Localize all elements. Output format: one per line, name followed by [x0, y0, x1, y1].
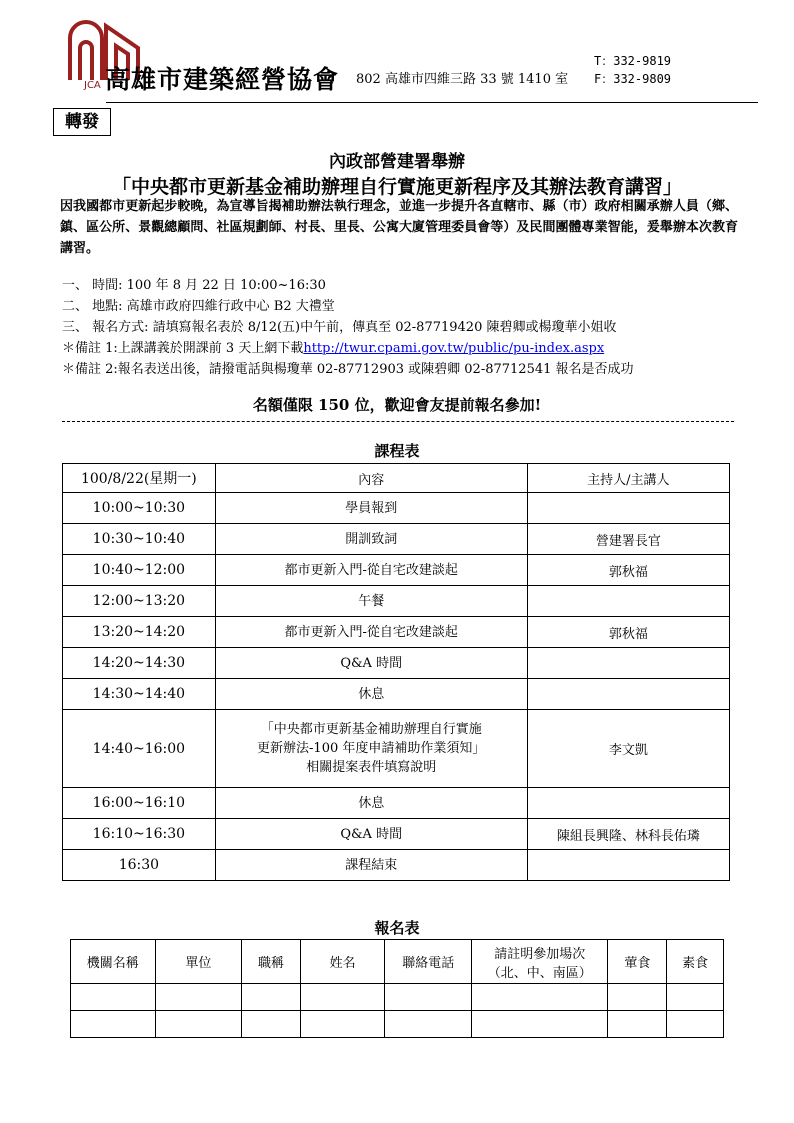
schedule-row [63, 788, 730, 819]
registration-form-table [70, 939, 724, 1038]
blank-cell[interactable] [300, 984, 385, 1011]
organization-address: 802 高雄市四維三路 33 號 1410 室 [356, 72, 569, 87]
blank-cell[interactable] [472, 1011, 608, 1038]
schedule-speaker: 郭秋福 [527, 617, 729, 648]
registration-blank-row [71, 984, 724, 1011]
col-title: 職稱 [242, 940, 301, 984]
header-speaker: 主持人/主講人 [527, 464, 729, 493]
handout-download-link[interactable]: http://twur.cpami.gov.tw/public/pu-index.aspx [303, 341, 605, 356]
schedule-content: Q&A 時間 [215, 648, 527, 679]
schedule-content: 課程結束 [215, 850, 527, 881]
schedule-row [63, 555, 730, 586]
schedule-content [215, 710, 527, 788]
intro-paragraph: 因我國都市更新起步較晚，為宣導旨揭補助辦法執行理念，並進一步提升各直轄市、縣（市）政府相關承辦人員（鄉、鎮、區公所、景觀總顧問、社區規劃師、村長、里長、公寓大廈管理委員會等）及民間團體專業智能，爰舉辦本次教育講習。 [60, 199, 738, 256]
schedule-row [63, 679, 730, 710]
blank-cell[interactable] [242, 984, 301, 1011]
schedule-time: 14:40~16:00 [63, 710, 216, 788]
schedule-content: 都市更新入門-從自宅改建談起 [215, 555, 527, 586]
schedule-speaker: 郭秋福 [527, 555, 729, 586]
blank-cell[interactable] [71, 984, 156, 1011]
schedule-speaker [527, 648, 729, 679]
schedule-time: 16:00~16:10 [63, 788, 216, 819]
blank-cell[interactable] [155, 1011, 242, 1038]
session-hint: （北、中、南區） [487, 965, 592, 981]
blank-cell[interactable] [472, 984, 608, 1011]
header-date: 100/8/22(星期一) [63, 464, 216, 493]
schedule-header-row [63, 464, 730, 493]
organizer-line: 內政部營建署舉辦 [329, 152, 465, 172]
schedule-time: 13:20~14:20 [63, 617, 216, 648]
schedule-content: 都市更新入門-從自宅改建談起 [215, 617, 527, 648]
schedule-row [63, 648, 730, 679]
note-2: ＊備註 2:報名表送出後，請撥電話與楊瓊華 02-87712903 或陳碧卿 02-87712541 報名是否成功 [62, 362, 634, 377]
schedule-row [63, 850, 730, 881]
schedule-row [63, 493, 730, 524]
schedule-row [63, 819, 730, 850]
schedule-time: 16:10~16:30 [63, 819, 216, 850]
schedule-time: 10:30~10:40 [63, 524, 216, 555]
blank-cell[interactable] [385, 1011, 472, 1038]
schedule-table-body [63, 464, 730, 881]
schedule-row [63, 617, 730, 648]
blank-cell[interactable] [608, 1011, 667, 1038]
blank-cell[interactable] [155, 984, 242, 1011]
col-agency: 機關名稱 [71, 940, 156, 984]
schedule-row [63, 710, 730, 788]
schedule-time: 14:30~14:40 [63, 679, 216, 710]
schedule-speaker: 李文凱 [527, 710, 729, 788]
header-divider [106, 102, 758, 103]
header-content: 內容 [215, 464, 527, 493]
registration-method: 三、 報名方式: 請填寫報名表於 8/12(五)中午前，傳真至 02-87719420 陳碧卿或楊瓊華小姐收 [62, 320, 617, 335]
schedule-content-line: 「中央都市更新基金補助辦理自行實施 [260, 722, 482, 737]
col-session [472, 940, 608, 984]
schedule-time: 10:00~10:30 [63, 493, 216, 524]
schedule-speaker: 陳組長興隆、林科長佑璘 [527, 819, 729, 850]
schedule-row [63, 524, 730, 555]
organization-name: 高雄市建築經營協會 [105, 65, 340, 94]
schedule-content-line: 相關提案表件填寫說明 [306, 760, 437, 775]
schedule-content: 休息 [215, 679, 527, 710]
organization-fax: F：332-9809 [594, 72, 672, 86]
schedule-table [62, 463, 730, 881]
document-title: 「中央都市更新基金補助辦理自行實施更新程序及其辦法教育講習」 [111, 176, 682, 198]
registration-form-title: 報名表 [374, 919, 420, 937]
schedule-speaker [527, 788, 729, 819]
blank-cell[interactable] [667, 984, 724, 1011]
session-label: 請註明參加場次 [494, 946, 586, 962]
col-unit: 單位 [155, 940, 242, 984]
schedule-time: 12:00~13:20 [63, 586, 216, 617]
col-vegetarian: 素食 [667, 940, 724, 984]
quota-notice: 名額僅限 150 位，歡迎會友提前報名參加! [252, 396, 542, 414]
schedule-speaker [527, 850, 729, 881]
schedule-content: 休息 [215, 788, 527, 819]
schedule-content: 開訓致詞 [215, 524, 527, 555]
dashed-divider [62, 421, 734, 422]
schedule-time: 10:40~12:00 [63, 555, 216, 586]
schedule-time: 16:30 [63, 850, 216, 881]
schedule-content: 午餐 [215, 586, 527, 617]
organization-telephone: T：332-9819 [594, 54, 672, 68]
schedule-speaker [527, 493, 729, 524]
event-location: 二、 地點: 高雄市政府四維行政中心 B2 大禮堂 [62, 299, 335, 314]
col-name: 姓名 [300, 940, 385, 984]
note-1-text: ＊備註 1:上課講義於開課前 3 天上網下載 [62, 341, 304, 356]
schedule-time: 14:20~14:30 [63, 648, 216, 679]
blank-cell[interactable] [385, 984, 472, 1011]
blank-cell[interactable] [71, 1011, 156, 1038]
schedule-row [63, 586, 730, 617]
col-phone: 聯絡電話 [385, 940, 472, 984]
schedule-title: 課程表 [374, 442, 420, 460]
blank-cell[interactable] [608, 984, 667, 1011]
schedule-content: Q&A 時間 [215, 819, 527, 850]
blank-cell[interactable] [667, 1011, 724, 1038]
col-meat: 葷食 [608, 940, 667, 984]
schedule-content: 學員報到 [215, 493, 527, 524]
registration-header-row [71, 940, 724, 984]
schedule-content-line: 更新辦法-100 年度申請補助作業須知」 [257, 741, 486, 756]
blank-cell[interactable] [300, 1011, 385, 1038]
note-1 [62, 337, 604, 356]
schedule-speaker: 營建署長官 [527, 524, 729, 555]
registration-blank-row [71, 1011, 724, 1038]
logo-text: JCA [84, 80, 101, 91]
event-time: 一、 時間: 100 年 8 月 22 日 10:00~16:30 [62, 278, 326, 293]
blank-cell[interactable] [242, 1011, 301, 1038]
schedule-speaker [527, 586, 729, 617]
forward-badge: 轉發 [53, 108, 111, 136]
schedule-speaker [527, 679, 729, 710]
